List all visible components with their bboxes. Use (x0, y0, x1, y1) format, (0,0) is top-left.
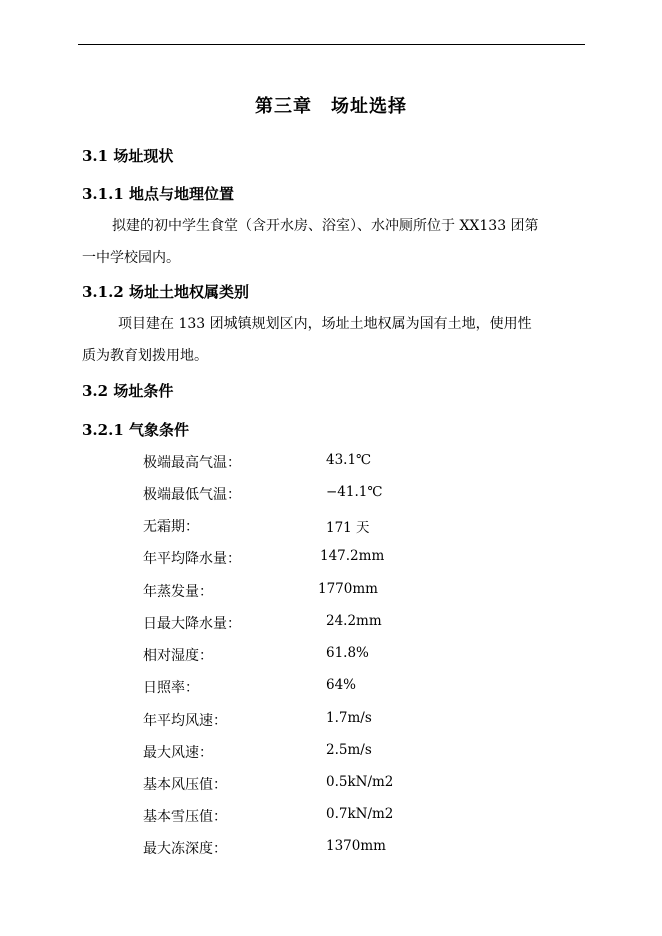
section-3-1-2-line-1: 项目建在 133 团城镇规划区内，场址土地权属为国有土地，使用性 (118, 316, 532, 332)
weather-value: 2.5m/s (326, 742, 372, 758)
section-3-1-2-heading: 3.1.2 场址土地权属类别 (82, 283, 249, 301)
chapter-title: 第三章 场址选择 (255, 96, 407, 117)
weather-value: 0.7kN/m2 (326, 806, 394, 822)
weather-value: 147.2mm (320, 548, 385, 564)
weather-label: 相对湿度： (143, 648, 213, 664)
weather-label: 最大风速： (143, 745, 213, 761)
section-3-1-1-heading: 3.1.1 地点与地理位置 (82, 185, 234, 203)
section-3-1-1-line-1: 拟建的初中学生食堂（含开水房、浴室）、水冲厕所位于 XX133 团第 (112, 218, 539, 234)
weather-value: 1370mm (326, 838, 386, 854)
weather-value: 64% (326, 677, 357, 693)
weather-value: 43.1℃ (326, 452, 372, 468)
section-3-1-2-line-2: 质为教育划拨用地。 (82, 348, 208, 364)
weather-label: 基本风压值： (143, 777, 227, 793)
weather-label: 极端最低气温： (143, 487, 241, 503)
weather-label: 年平均风速： (143, 713, 227, 729)
weather-value: 24.2mm (326, 613, 382, 629)
weather-label: 日最大降水量： (143, 616, 241, 632)
header-rule (78, 44, 585, 45)
weather-value: 171 天 (326, 520, 370, 536)
section-3-1-heading: 3.1 场址现状 (82, 147, 174, 165)
weather-label: 基本雪压值： (143, 809, 227, 825)
weather-label: 日照率： (143, 680, 199, 696)
weather-label: 最大冻深度： (143, 841, 227, 857)
weather-label: 极端最高气温： (143, 455, 241, 471)
weather-value: 0.5kN/m2 (326, 774, 394, 790)
weather-value: 61.8% (326, 645, 369, 661)
weather-value: 1.7m/s (326, 710, 372, 726)
weather-value: 1770mm (318, 581, 378, 597)
weather-label: 年蒸发量： (143, 584, 213, 600)
section-3-2-heading: 3.2 场址条件 (82, 382, 174, 400)
weather-label: 年平均降水量： (143, 551, 241, 567)
section-3-2-1-heading: 3.2.1 气象条件 (82, 421, 189, 439)
weather-value: −41.1℃ (326, 484, 383, 500)
weather-label: 无霜期： (143, 519, 199, 535)
section-3-1-1-line-2: 一中学校园内。 (82, 250, 180, 266)
